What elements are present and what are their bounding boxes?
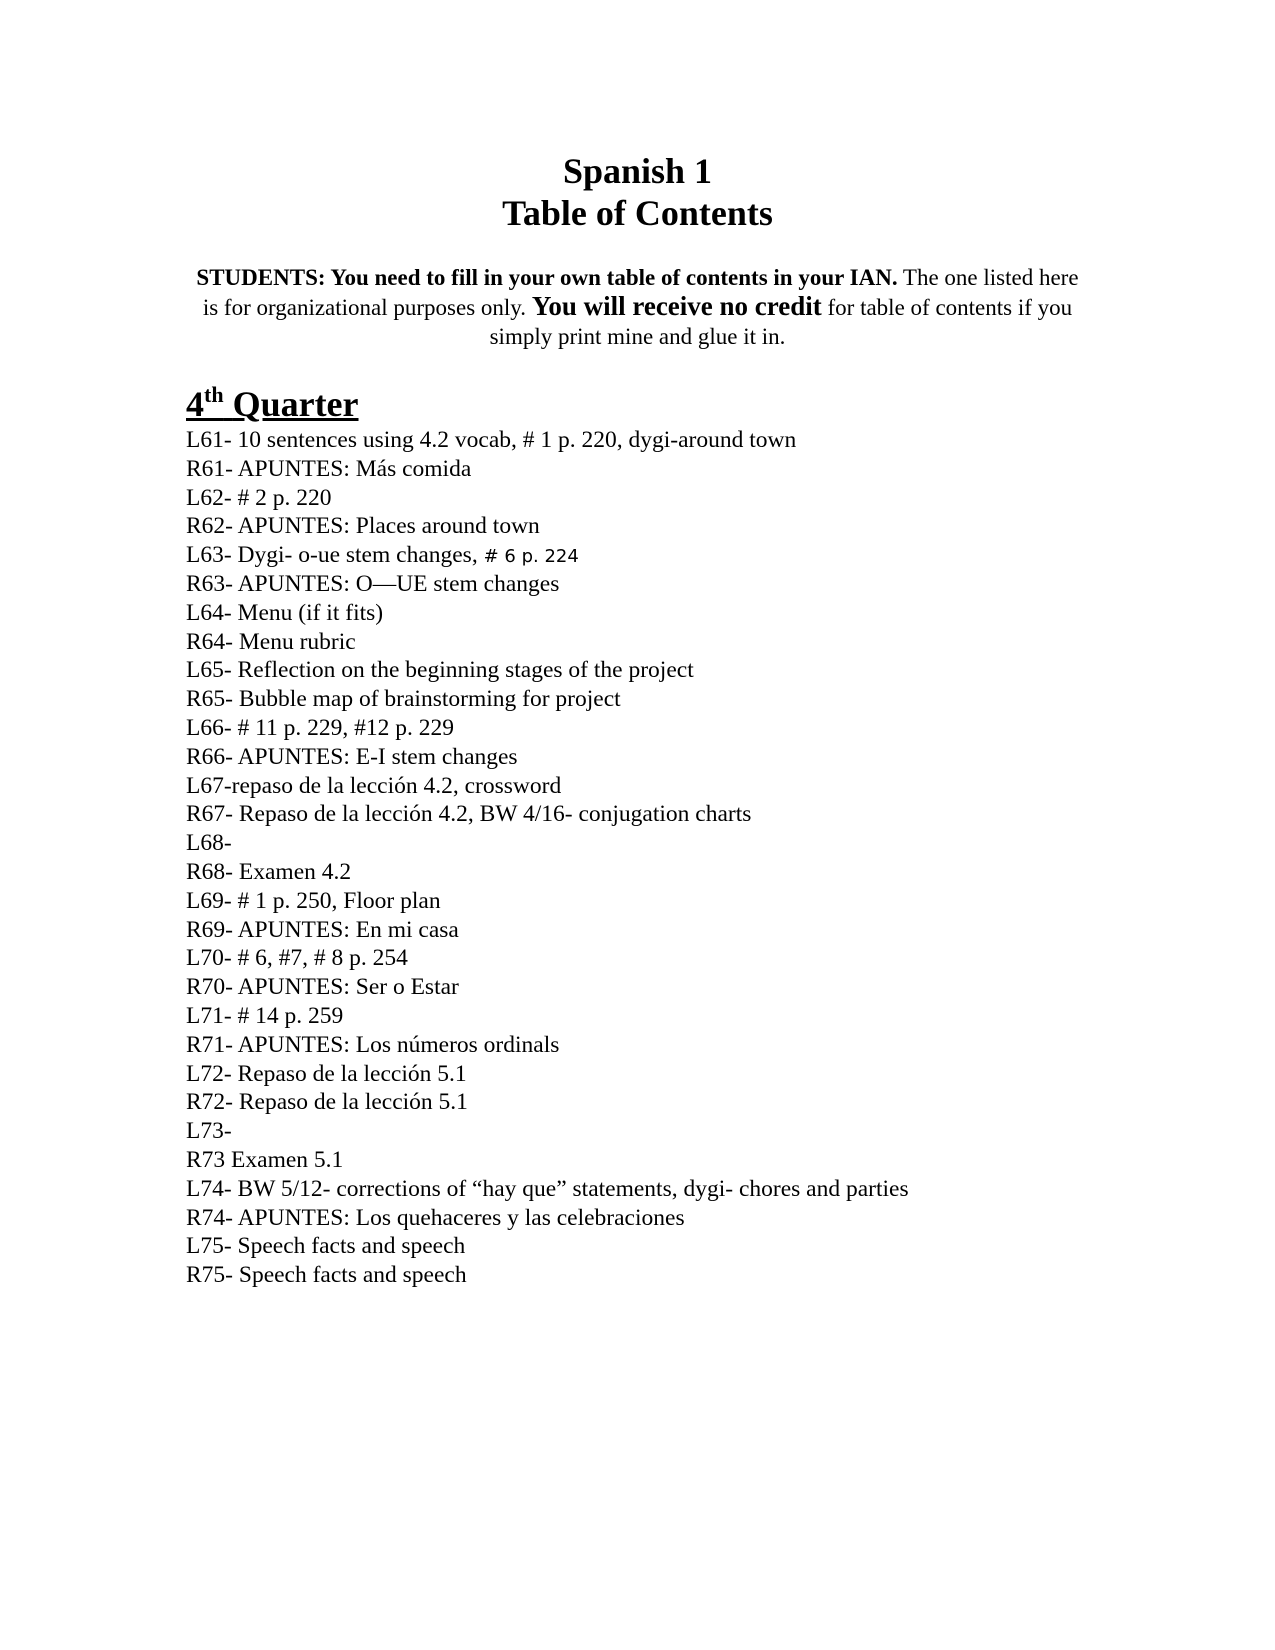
list-item: R64- Menu rubric — [186, 628, 356, 655]
quarter-heading — [186, 382, 359, 426]
list-item-tail: # 6 p. 224 — [483, 546, 579, 568]
list-item: R62- APUNTES: Places around town — [186, 513, 540, 540]
list-item: R68- Examen 4.2 — [186, 858, 352, 885]
list-item: L68- — [186, 830, 232, 857]
contents-list — [186, 426, 909, 1290]
list-item: R69- APUNTES: En mi casa — [186, 916, 459, 943]
list-item: L61- 10 sentences using 4.2 vocab, # 1 p. 220, dygi-around town — [186, 427, 797, 453]
list-item: L75- Speech facts and speech — [186, 1233, 466, 1260]
list-item: L74- BW 5/12- corrections of “hay que” statements, dygi- chores and parties — [186, 1175, 909, 1202]
list-item: R67- Repaso de la lección 4.2, BW 4/16- conjugation charts — [186, 801, 752, 828]
list-item: L70- # 6, #7, # 8 p. 254 — [186, 945, 408, 972]
list-item: L69- # 1 p. 250, Floor plan — [186, 887, 441, 914]
list-item: L64- Menu (if it fits) — [186, 599, 384, 626]
list-item: R65- Bubble map of brainstorming for project — [186, 686, 621, 713]
list-item: L65- Reflection on the beginning stages of the project — [186, 657, 694, 684]
list-item: L71- # 14 p. 259 — [186, 1002, 344, 1029]
quarter-suffix: th — [204, 382, 224, 407]
page-subtitle: Table of Contents — [502, 193, 773, 233]
list-item: R72- Repaso de la lección 5.1 — [186, 1089, 468, 1116]
list-item: R71- APUNTES: Los números ordinals — [186, 1031, 560, 1058]
list-item: R73 Examen 5.1 — [186, 1146, 344, 1173]
list-item: R61- APUNTES: Más comida — [186, 455, 472, 482]
list-item: R75- Speech facts and speech — [186, 1262, 467, 1289]
list-item: L72- Repaso de la lección 5.1 — [186, 1060, 467, 1087]
list-item: R70- APUNTES: Ser o Estar — [186, 974, 459, 1001]
list-item: L62- # 2 p. 220 — [186, 484, 332, 511]
student-notice — [190, 263, 1085, 351]
list-item: L67-repaso de la lección 4.2, crossword — [186, 772, 562, 799]
page-title: Spanish 1 — [562, 151, 713, 191]
quarter-word: Quarter — [232, 384, 359, 424]
notice-bold-text: STUDENTS: You need to fill in your own table of contents in your IAN. — [196, 265, 898, 290]
notice-emphasis-text: You will receive no credit — [531, 291, 822, 321]
quarter-number: 4 — [186, 384, 204, 424]
list-item-text: L63- Dygi- o-ue stem changes, — [186, 542, 484, 569]
list-item: L73- — [186, 1118, 232, 1145]
list-item: L66- # 11 p. 229, #12 p. 229 — [186, 714, 455, 741]
list-item: R74- APUNTES: Los quehaceres y las celebraciones — [186, 1204, 685, 1231]
notice-middle-text: The one listed here is for organizational purposes only. — [202, 265, 1079, 320]
list-item: R63- APUNTES: O—UE stem changes — [186, 570, 560, 597]
notice-end-text: for table of contents if you simply print mine and glue it in. — [489, 295, 1073, 349]
list-item — [186, 541, 909, 570]
list-item: R66- APUNTES: E-I stem changes — [186, 743, 518, 770]
